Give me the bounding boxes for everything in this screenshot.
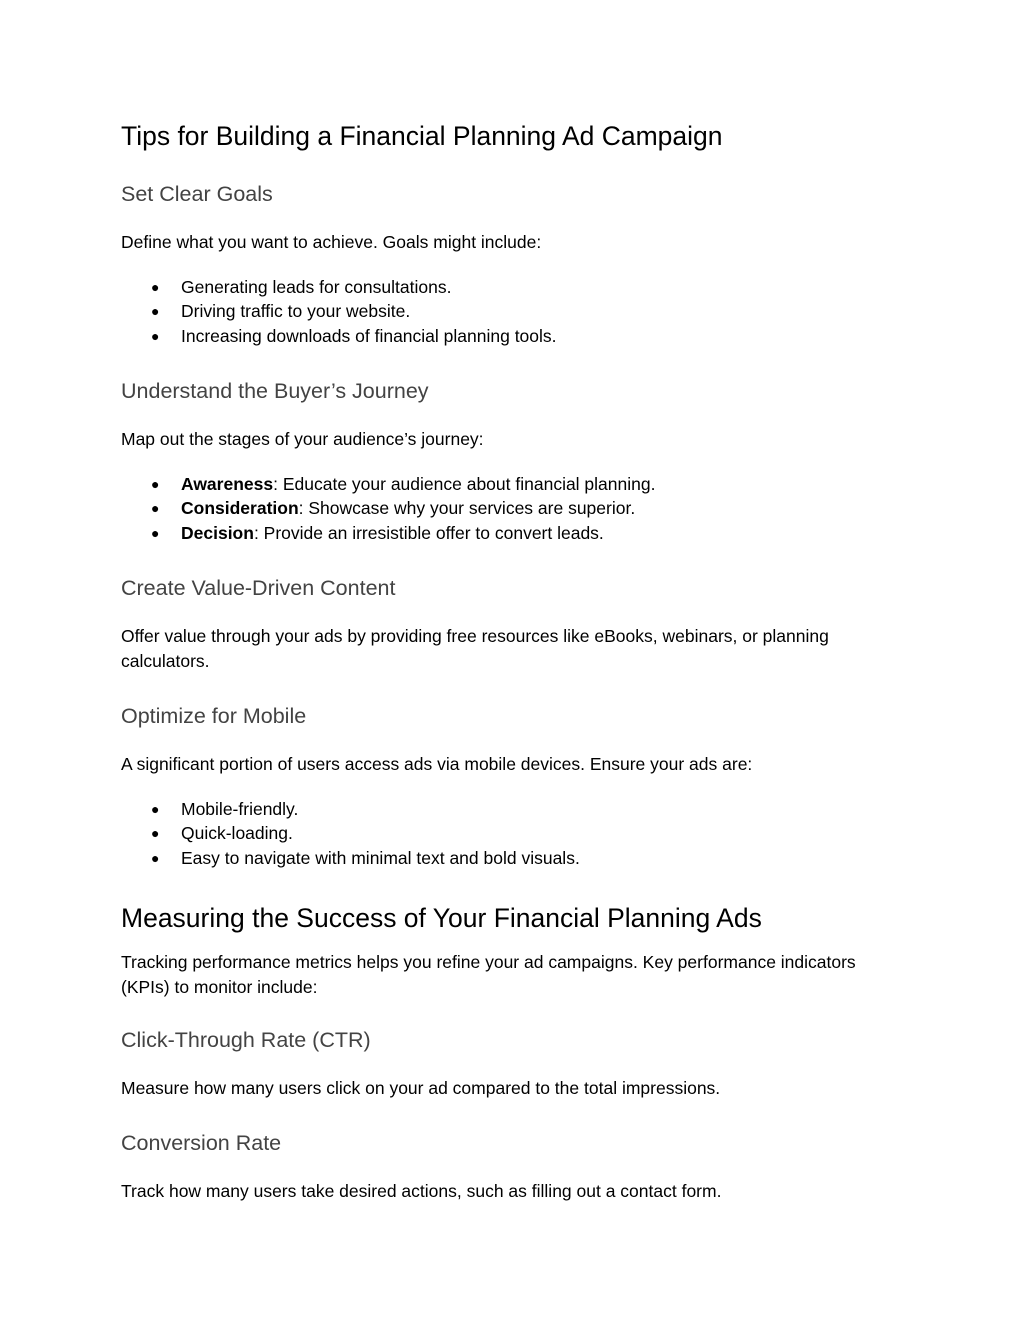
section-title-tips: Tips for Building a Financial Planning Ad Campaign (121, 121, 723, 151)
heading-conversion-rate: Conversion Rate (121, 1130, 282, 1155)
heading-optimize-mobile: Optimize for Mobile (121, 704, 307, 728)
bullet-icon: ● (151, 475, 160, 492)
list-item-term: Awareness (181, 473, 274, 494)
section-title-measuring: Measuring the Success of Your Financial Planning Ads (121, 903, 762, 933)
goals-list (121, 275, 903, 349)
list-item (121, 299, 903, 324)
list-item (121, 797, 903, 822)
heading-buyers-journey: Understand the Buyer’s Journey (121, 379, 429, 403)
conversion-body-text: Track how many users take desired actions, such as filling out a contact form. (121, 1180, 722, 1201)
mobile-intro-text: A significant portion of users access ads via mobile devices. Ensure your ads are: (121, 754, 753, 774)
bullet-icon: ● (151, 524, 160, 541)
bullet-icon: ● (151, 800, 160, 817)
list-item-text: : Provide an irresistible offer to convert leads. (253, 522, 604, 543)
list-item-text: Quick-loading. (181, 823, 293, 843)
journey-intro-text: Map out the stages of your audience’s journey: (121, 429, 484, 449)
content-body-text: Offer value through your ads by providing free resources like eBooks, webinars, or planning calculators. (121, 626, 829, 671)
ctr-body-text: Measure how many users click on your ad compared to the total impressions. (121, 1078, 721, 1098)
list-item (121, 821, 903, 846)
list-item-text: Easy to navigate with minimal text and bold visuals. (181, 847, 580, 868)
list-item-text: : Showcase why your services are superior. (298, 498, 636, 518)
mobile-list (121, 797, 903, 871)
list-item-term: Decision (181, 522, 254, 543)
measuring-intro-text: Tracking performance metrics helps you refine your ad campaigns. Key performance indicators (KPIs) to monitor include: (121, 952, 856, 997)
heading-set-clear-goals: Set Clear Goals (121, 182, 273, 206)
list-item (121, 472, 903, 497)
list-item-text: Generating leads for consultations. (181, 276, 452, 297)
bullet-icon: ● (151, 278, 160, 295)
bullet-icon: ● (151, 327, 160, 344)
heading-value-driven-content: Create Value-Driven Content (121, 576, 396, 600)
list-item-text: : Educate your audience about financial planning. (273, 473, 656, 494)
list-item (121, 521, 903, 546)
goals-intro-text: Define what you want to achieve. Goals might include: (121, 232, 542, 252)
list-item (121, 846, 903, 871)
list-item-term: Consideration (181, 498, 299, 518)
list-item (121, 496, 903, 521)
list-item-text: Driving traffic to your website. (181, 301, 411, 321)
journey-list (121, 472, 903, 546)
bullet-icon: ● (151, 303, 160, 319)
list-item-text: Mobile-friendly. (181, 798, 299, 819)
list-item (121, 275, 903, 300)
list-item (121, 324, 903, 349)
heading-click-through-rate: Click-Through Rate (CTR) (121, 1028, 371, 1052)
bullet-icon: ● (151, 500, 160, 516)
bullet-icon: ● (151, 849, 160, 866)
bullet-icon: ● (151, 825, 160, 841)
list-item-text: Increasing downloads of financial planning tools. (181, 325, 557, 346)
